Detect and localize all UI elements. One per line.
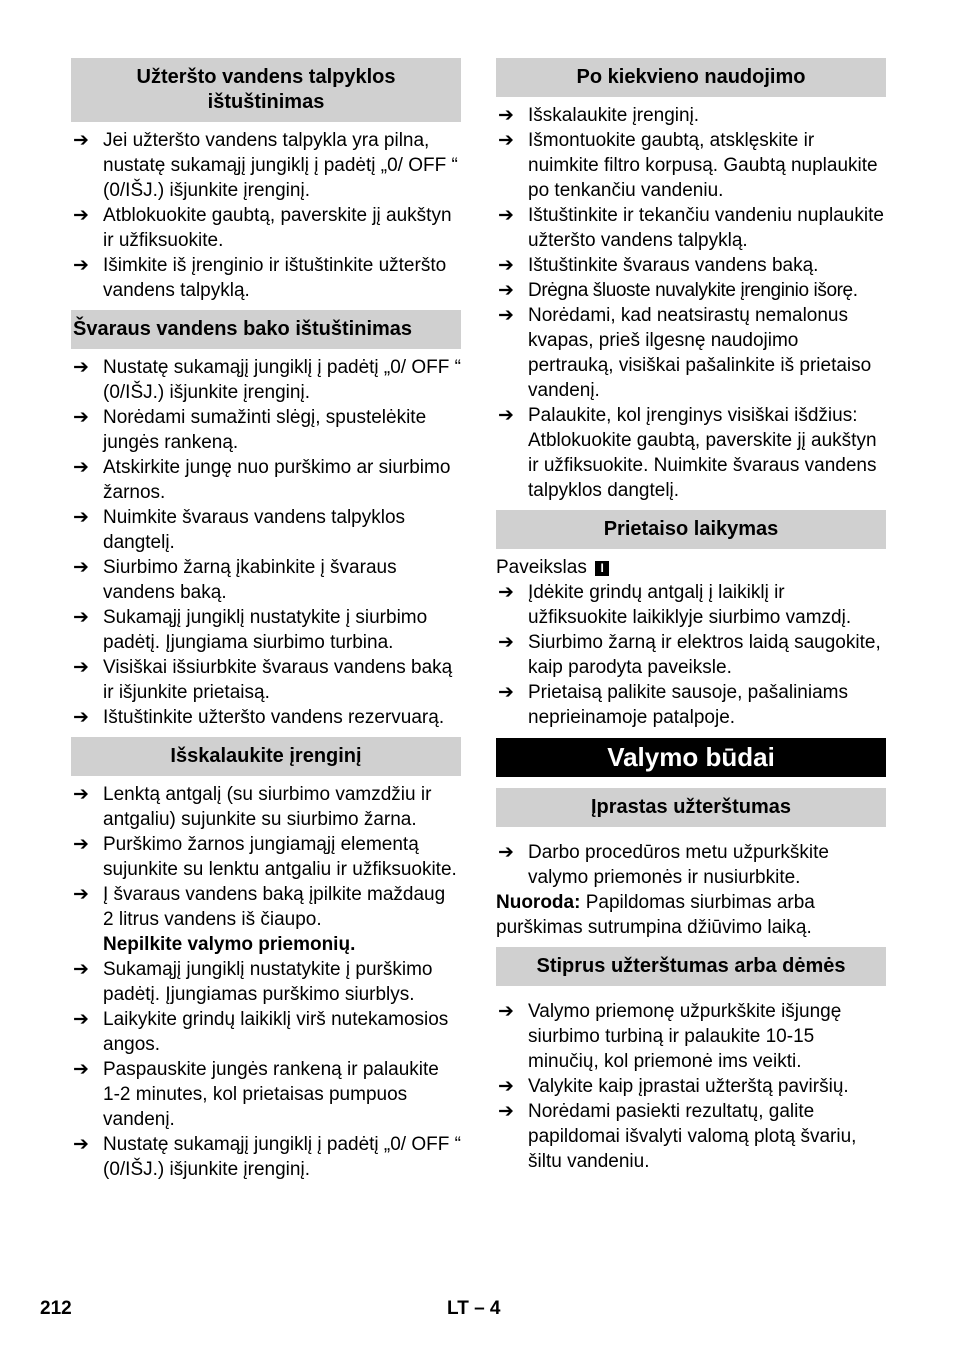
arrow-right-icon: ➔	[498, 404, 514, 426]
list-item: ➔ Išskalaukite įrenginį.	[498, 104, 700, 126]
arrow-right-icon: ➔	[73, 1008, 89, 1030]
arrow-right-icon: ➔	[73, 958, 89, 980]
section-heading: Švaraus vandens bako ištuštinimas	[71, 310, 461, 349]
section-heading: Stiprus užterštumas arba dėmės	[496, 947, 886, 986]
arrow-right-icon: ➔	[498, 204, 514, 226]
list-item: ➔ Valymo priemonę užpurkškite išjungę siurbimo turbiną ir palaukite 10-15 minučių, kol priemonė ims veikti.	[498, 1000, 842, 1072]
arrow-right-icon: ➔	[73, 833, 89, 855]
section-heading: Įprastas užterštumas	[496, 788, 886, 827]
arrow-right-icon: ➔	[498, 254, 514, 276]
arrow-right-icon: ➔	[73, 883, 89, 905]
page-number: 212	[40, 1298, 72, 1319]
list-item: ➔ Įdėkite grindų antgalį į laikiklį ir užfiksuokite laikiklyje siurbimo vamzdį.	[498, 581, 852, 628]
arrow-right-icon: ➔	[73, 1133, 89, 1155]
arrow-right-icon: ➔	[73, 254, 89, 276]
arrow-right-icon: ➔	[73, 556, 89, 578]
list-item: ➔ Ištuštinkite švaraus vandens baką.	[498, 254, 819, 276]
section-heading: Po kiekvieno naudojimo	[496, 58, 886, 97]
list-item: ➔ Norėdami, kad neatsirastų nemalonus kvapas, prieš ilgesnę naudojimo pertrauką, visiškai pašalinkite iš prietaiso vandenį.	[498, 304, 872, 401]
list-item: ➔ Siurbimo žarną įkabinkite į švaraus vandens baką.	[73, 556, 397, 603]
section-heading: Prietaiso laikymas	[496, 510, 886, 549]
arrow-right-icon: ➔	[73, 783, 89, 805]
list-item: ➔ Laikykite grindų laikiklį virš nutekamosios angos.	[73, 1008, 449, 1055]
arrow-right-icon: ➔	[498, 581, 514, 603]
list-item: ➔ Išmontuokite gaubtą, atsklęskite ir nuimkite filtro korpusą. Gaubtą nuplaukite po tenkančiu vandeniu.	[498, 129, 878, 201]
list-item: ➔ Sukamąjį jungiklį nustatykite į purškimo padėtį. Įjungiamas purškimo siurblys.	[73, 958, 433, 1005]
arrow-right-icon: ➔	[73, 656, 89, 678]
warning-note: Nepilkite valymo priemonių.	[103, 934, 356, 955]
list-item: ➔ Jei užteršto vandens talpykla yra pilna, nustatę sukamąjį jungiklį į padėtį „0/ OFF “ (0/IŠJ.) išjunkite įrenginį.	[73, 129, 458, 201]
arrow-right-icon: ➔	[73, 406, 89, 428]
list-item: ➔ Darbo procedūros metu užpurkškite valymo priemonės ir nusiurbkite.	[498, 841, 829, 888]
arrow-right-icon: ➔	[498, 129, 514, 151]
list-item: ➔ Valykite kaip įprastai užterštą paviršių.	[498, 1075, 849, 1097]
list-item: ➔ Purškimo žarnos jungiamąjį elementą sujunkite su lenktu antgaliu ir užfiksuokite.	[73, 833, 457, 880]
list-item: ➔ Palaukite, kol įrenginys visiškai išdžius: Atblokuokite gaubtą, paverskite jį aukštyn ir užfiksuokite. Nuimkite švaraus vandens talpyklos dangtelį.	[498, 404, 877, 501]
arrow-right-icon: ➔	[498, 1100, 514, 1122]
arrow-right-icon: ➔	[498, 631, 514, 653]
arrow-right-icon: ➔	[73, 204, 89, 226]
left-column	[71, 58, 461, 1182]
list-item: ➔ Ištuštinkite ir tekančiu vandeniu nuplaukite užteršto vandens talpyklą.	[498, 204, 884, 251]
section-heading: Užteršto vandens talpyklos ištuštinimas	[71, 58, 461, 122]
list-item: ➔ Paspauskite jungės rankeną ir palaukite 1-2 minutes, kol prietaisas pumpuos vandenį.	[73, 1058, 439, 1130]
list-item: ➔ Nuimkite švaraus vandens talpyklos dangtelį.	[73, 506, 406, 553]
arrow-right-icon: ➔	[498, 841, 514, 863]
arrow-right-icon: ➔	[73, 706, 89, 728]
figure-number-badge: I	[595, 561, 609, 576]
note-paragraph: Nuoroda: Papildomas siurbimas arba purškimas sutrumpina džiūvimo laiką.	[496, 892, 815, 938]
arrow-right-icon: ➔	[498, 1000, 514, 1022]
arrow-right-icon: ➔	[498, 1075, 514, 1097]
list-item: ➔ Ištuštinkite užteršto vandens rezervuarą.	[73, 706, 445, 728]
right-column	[496, 58, 886, 1174]
list-item: ➔ Norėdami sumažinti slėgį, spustelėkite jungės rankeną.	[73, 406, 427, 453]
list-item: ➔ Sukamąjį jungiklį nustatykite į siurbimo padėtį. Įjungiama siurbimo turbina.	[73, 606, 428, 653]
arrow-right-icon: ➔	[498, 304, 514, 326]
arrow-right-icon: ➔	[73, 606, 89, 628]
list-item: ➔ Nustatę sukamąjį jungiklį į padėtį „0/ OFF “ (0/IŠJ.) išjunkite įrenginį.	[73, 356, 461, 403]
list-item: ➔ Išimkite iš įrenginio ir ištuštinkite užteršto vandens talpyklą.	[73, 254, 447, 301]
arrow-right-icon: ➔	[498, 681, 514, 703]
arrow-right-icon: ➔	[73, 1058, 89, 1080]
list-item: ➔ Norėdami pasiekti rezultatų, galite papildomai išvalyti valomą plotą švariu, šiltu vandeniu.	[498, 1100, 857, 1172]
list-item: ➔ Atskirkite jungę nuo purškimo ar siurbimo žarnos.	[73, 456, 451, 503]
list-item: ➔ Drėgna šluoste nuvalykite įrenginio išorę.	[498, 279, 858, 301]
language-page-label: LT – 4	[447, 1298, 501, 1319]
figure-reference: Paveikslas I	[496, 555, 886, 580]
arrow-right-icon: ➔	[73, 506, 89, 528]
arrow-right-icon: ➔	[73, 356, 89, 378]
list-item: ➔ Lenktą antgalį (su siurbimo vamzdžiu ir antgaliu) sujunkite su siurbimo žarna.	[73, 783, 432, 830]
arrow-right-icon: ➔	[498, 104, 514, 126]
list-item: ➔ Atblokuokite gaubtą, paverskite jį aukštyn ir užfiksuokite.	[73, 204, 452, 251]
list-item: ➔ Prietaisą palikite sausoje, pašaliniams neprieinamoje patalpoje.	[498, 681, 848, 728]
arrow-right-icon: ➔	[498, 279, 514, 301]
list-item: ➔ Į švaraus vandens baką įpilkite maždaug 2 litrus vandens iš čiaupo.	[73, 883, 446, 930]
list-item: ➔ Nustatę sukamąjį jungiklį į padėtį „0/ OFF “ (0/IŠJ.) išjunkite įrenginį.	[73, 1133, 461, 1180]
arrow-right-icon: ➔	[73, 456, 89, 478]
arrow-right-icon: ➔	[73, 129, 89, 151]
list-item: ➔ Siurbimo žarną ir elektros laidą saugokite, kaip parodyta paveiksle.	[498, 631, 881, 678]
list-item: ➔ Visiškai išsiurbkite švaraus vandens baką ir išjunkite prietaisą.	[73, 656, 453, 703]
chapter-title: Valymo būdai	[496, 738, 886, 777]
section-heading: Išskalaukite įrenginį	[71, 737, 461, 776]
